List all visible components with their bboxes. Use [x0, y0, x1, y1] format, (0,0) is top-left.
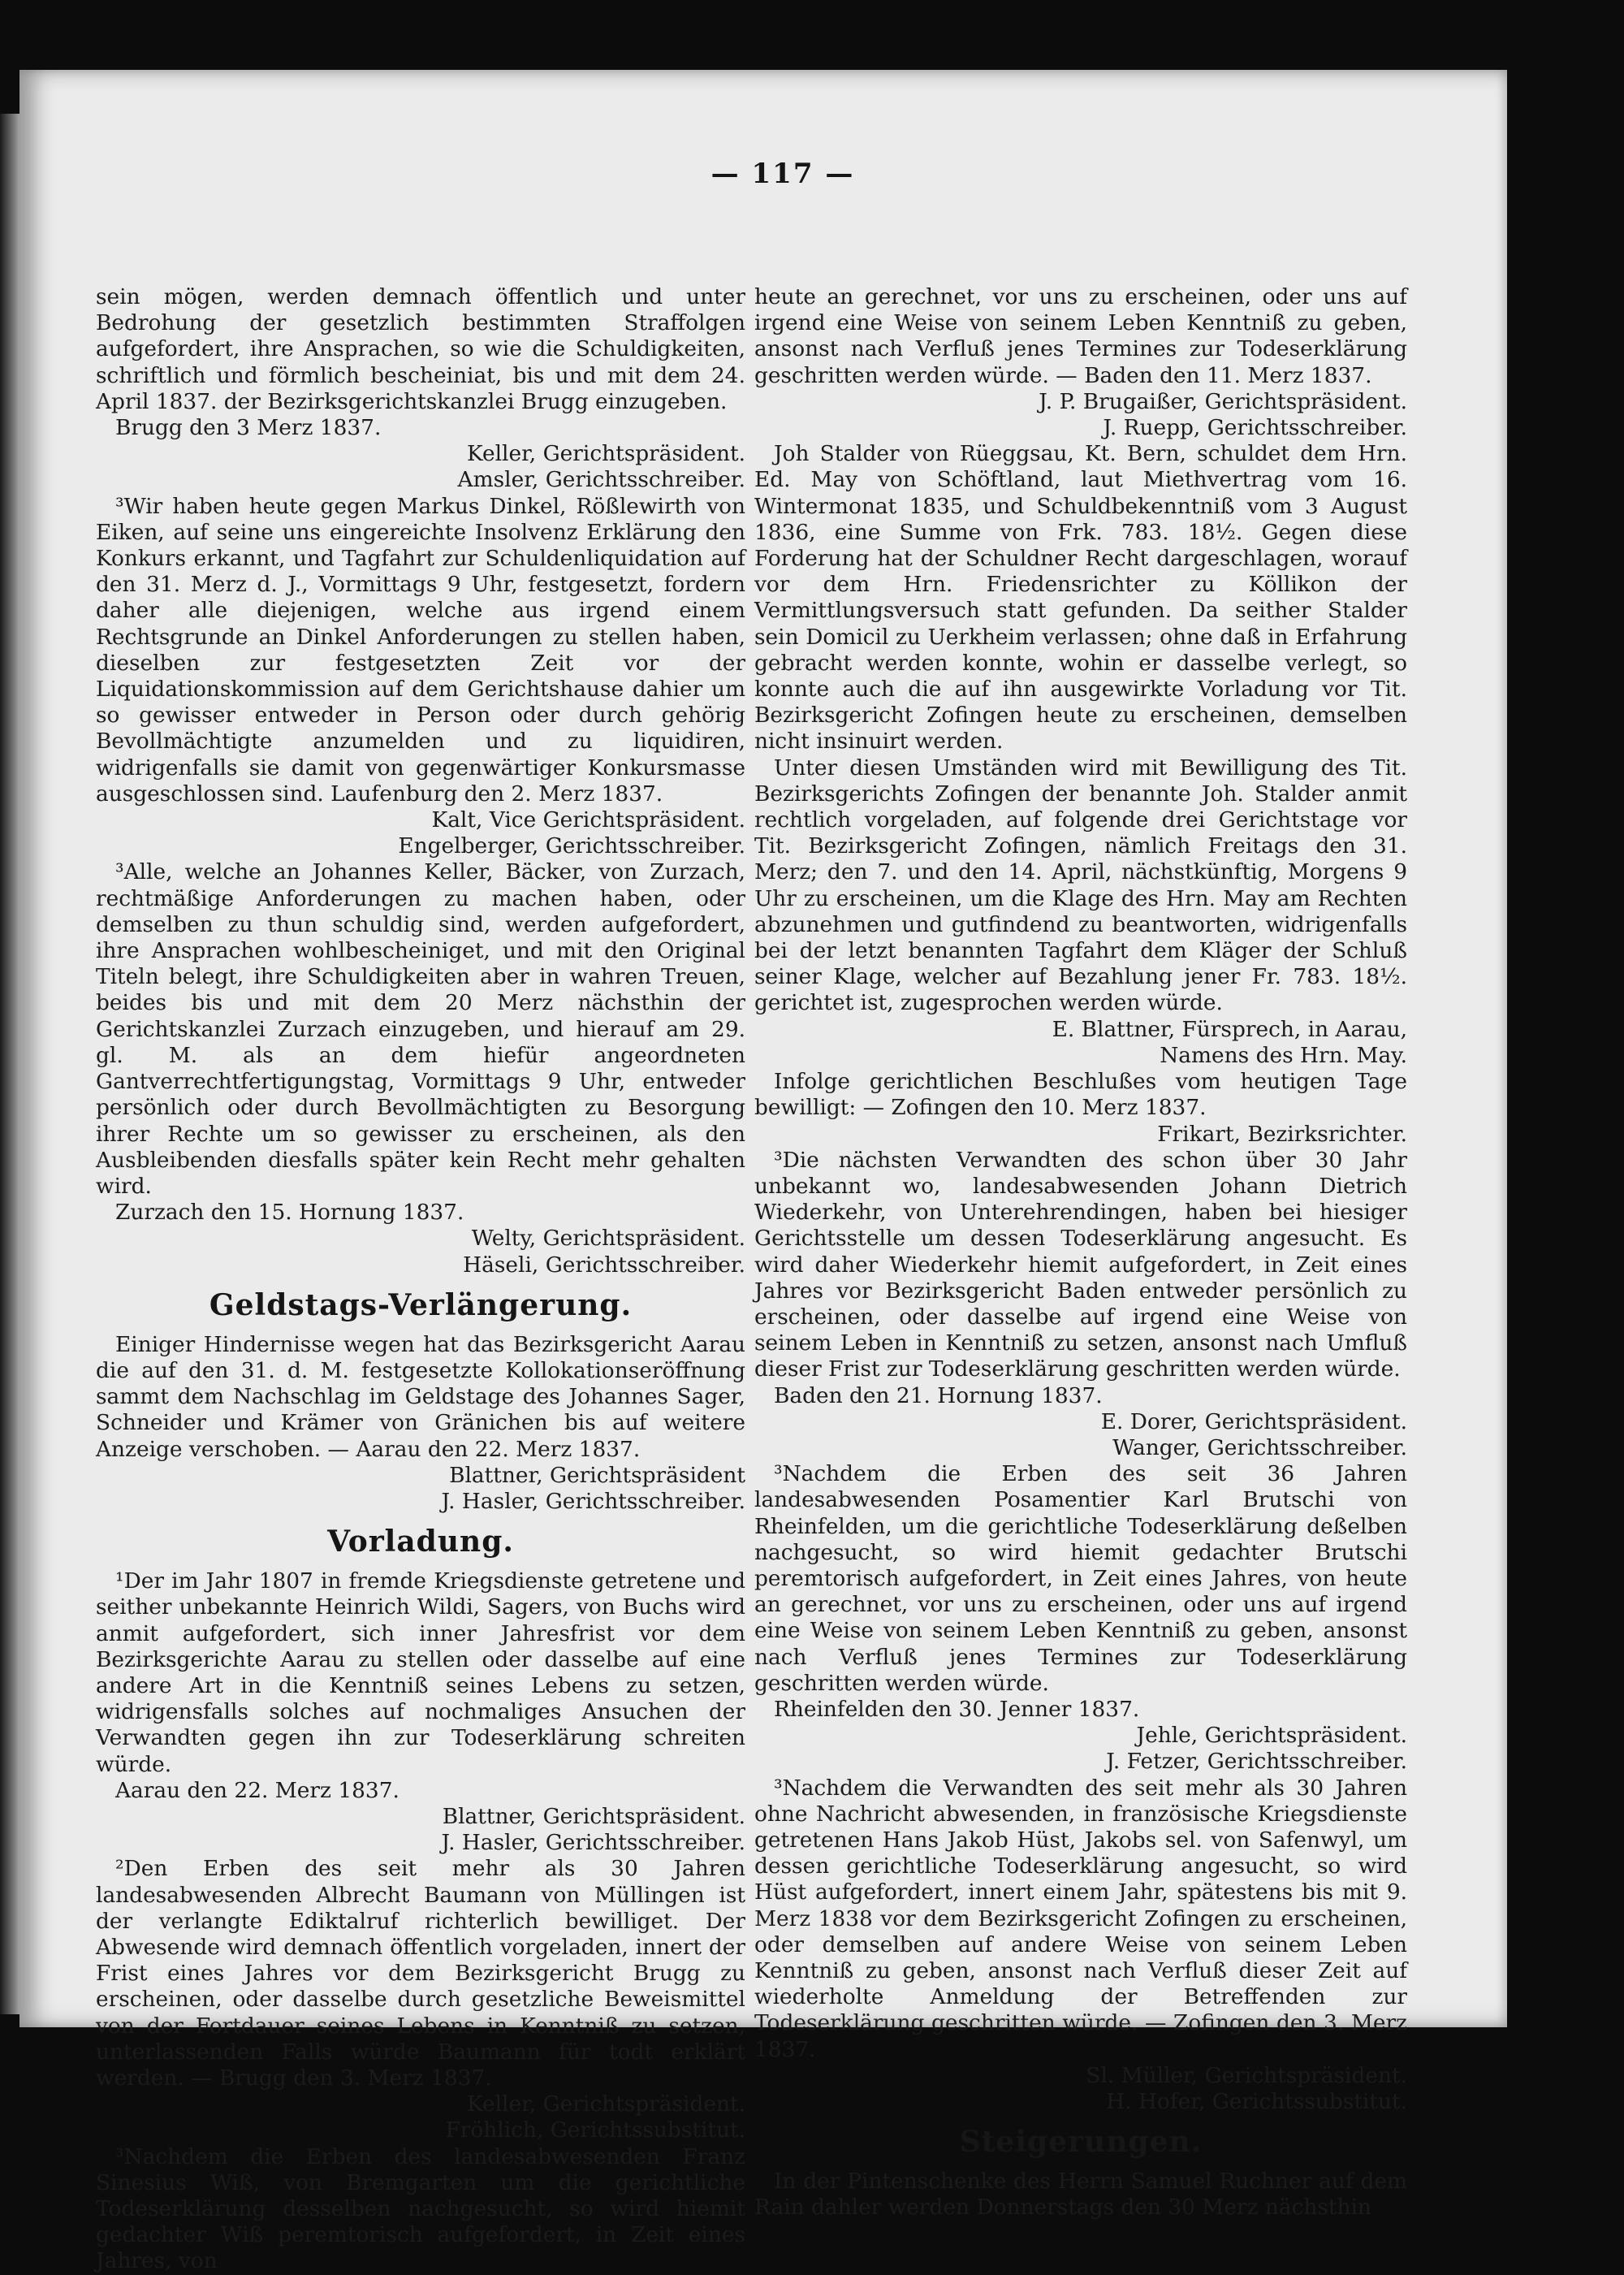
section-heading-vorladung: Vorladung. — [327, 1525, 514, 1559]
left-column — [96, 284, 745, 2275]
place-date-line: Baden den 21. Hornung 1837. — [774, 1382, 1103, 1408]
section-heading-steigerungen: Steigerungen. — [959, 2125, 1203, 2160]
right-column — [754, 284, 1407, 2221]
section-heading-geldstags-verlaengerung: Geldstags-Verlängerung. — [209, 1287, 633, 1322]
place-date-line: Rheinfelden den 30. Jenner 1837. — [774, 1696, 1140, 1722]
place-date-line: Aarau den 22. Merz 1837. — [115, 1777, 400, 1803]
notice-paragraph: In der Pintenschenke des Herrn Samuel Ruchner auf dem Rain dahler werden Donnerstags den 30 Merz nächsthin — [754, 2169, 1407, 2221]
notice-paragraph: ³Nachdem die Erben des seit 36 Jahren landesabwesenden Posamentier Karl Brutschi von Rheinfelden, um die gerichtliche Todeserklärung deßelben nachgesucht, so wird hiemit gedachter Brutschi peremtorisch aufgefordert, in Zeit eines Jahres, von heute an gerechnet, vor uns zu erscheinen, oder uns auf irgend eine Weise von seinem Leben Kenntniß zu geben, ansonst nach Verfluß jenes Termines zur Todeserklärung geschritten werden würde. — [754, 1461, 1407, 1696]
signature-line: J. Fetzer, Gerichtsschreiber. — [1106, 1749, 1407, 1775]
signature-line: Engelberger, Gerichtsschreiber. — [398, 833, 745, 859]
signature-line: Frikart, Bezirksrichter. — [1157, 1121, 1407, 1147]
notice-paragraph: Einiger Hindernisse wegen hat das Bezirksgericht Aarau die auf den 31. d. M. festgesetzte Kollokationseröffnung sammt dem Nachschlag im Geldstage des Johannes Sager, Schneider und Krämer von Gränichen bis auf weitere Anzeige verschoben. — Aarau den 22. Merz 1837. — [96, 1331, 745, 1462]
signature-line: E. Blattner, Fürsprech, in Aarau, — [1052, 1016, 1407, 1042]
notice-paragraph: Joh Stalder von Rüeggsau, Kt. Bern, schuldet dem Hrn. Ed. May von Schöftland, laut Miethvertrag vom 16. Wintermonat 1835, und Schuldbekenntniß vom 3 August 1836, eine Summe von Frk. 783. 18½. Gegen diese Forderung hat der Schuldner Recht dargeschlagen, worauf vor dem Hrn. Friedensrichter zu Köllikon der Vermittlungsversuch statt gefunden. Da seither Stalder sein Domicil zu Uerkheim verlassen; ohne daß in Erfahrung gebracht werden konnte, wohin er dasselbe verlegt, so konnte auch die auf ihn ausgewirkte Vorladung vor Tit. Bezirksgericht Zofingen heute zu erscheinen, demselben nicht insinuirt werden. — [754, 441, 1407, 755]
signature-line: Wanger, Gerichtsschreiber. — [1112, 1434, 1407, 1460]
signature-line: Amsler, Gerichtsschreiber. — [457, 467, 745, 493]
signature-line: J. P. Brugaißer, Gerichtspräsident. — [1039, 388, 1407, 414]
signature-line: Welty, Gerichtspräsident. — [471, 1226, 745, 1252]
signature-line: J. Hasler, Gerichtsschreiber. — [441, 1488, 745, 1514]
notice-paragraph: ³Nachdem die Erben des landesabwesenden Franz Sinesius Wiß, von Bremgarten um die gerichtliche Todeserklärung desselben nachgesucht, so wird hiemit gedachter Wiß peremtorisch aufgefordert, in Zeit eines Jahres, von — [96, 2143, 745, 2274]
signature-line: Keller, Gerichtspräsident. — [466, 441, 745, 467]
signature-line: Kalt, Vice Gerichtspräsident. — [431, 807, 745, 833]
place-date-line: Brugg den 3 Merz 1837. — [115, 415, 382, 441]
signature-line: Fröhlich, Gerichtssubstitut. — [445, 2117, 745, 2143]
newspaper-page — [19, 70, 1507, 2274]
signature-line: H. Hofer, Gerichtssubstitut. — [1106, 2089, 1407, 2115]
signature-line: Häseli, Gerichtsschreiber. — [463, 1252, 745, 1278]
page-number: — 117 — — [710, 158, 855, 190]
notice-paragraph: ¹Der im Jahr 1807 in fremde Kriegsdienste getretene und seither unbekannte Heinrich Wildi, Sagers, von Buchs wird anmit aufgefordert, sich inner Jahresfrist vor dem Bezirksgerichte Aarau zu stellen oder dasselbe auf eine andere Art in die Kenntniß seines Lebens zu setzen, widrigensfalls solches auf nochmaliges Ansuchen der Verwandten gegen ihn zur Todeserklärung schreiten würde. — [96, 1568, 745, 1777]
notice-paragraph: Unter diesen Umständen wird mit Bewilligung des Tit. Bezirksgerichts Zofingen der benannte Joh. Stalder anmit rechtlich vorgeladen, auf folgende drei Gerichtstage vor Tit. Bezirksgericht Zofingen, nämlich Freitags den 31. Merz; den 7. und den 14. April, nächstkünftig, Morgens 9 Uhr zu erscheinen, um die Klage des Hrn. May am Rechten abzunehmen und gutfindend zu beantworten, widrigenfalls bei der letzt benannten Tagfahrt dem Kläger der Schluß seiner Klage, welcher auf Bezahlung jener Fr. 783. 18½. gerichtet ist, zugesprochen werden würde. — [754, 755, 1407, 1016]
signature-line: Keller, Gerichtspräsident. — [466, 2091, 745, 2117]
notice-paragraph: ³Alle, welche an Johannes Keller, Bäcker, von Zurzach, rechtmäßige Anforderungen zu machen haben, oder demselben zu thun schuldig sind, werden aufgefordert, ihre Ansprachen wohlbescheiniget, und mit den Original Titeln belegt, ihre Schuldigkeiten aber in wahren Treuen, beides bis und mit dem 20 Merz nächsthin der Gerichtskanzlei Zurzach einzugeben, und hierauf am 29. gl. M. als an dem hiefür angeordneten Gantverrechtfertigungstag, Vormittags 9 Uhr, entweder persönlich oder durch Bevollmächtigten zu Besorgung ihrer Rechte um so gewisser zu erscheinen, als den Ausbleibenden diesfalls später kein Recht mehr gehalten wird. — [96, 859, 745, 1199]
signature-line: J. Hasler, Gerichtsschreiber. — [441, 1830, 745, 1856]
notice-paragraph: ³Die nächsten Verwandten des schon über 30 Jahr unbekannt wo, landesabwesenden Johann Dietrich Wiederkehr, von Unterehrendingen, haben bei hiesiger Gerichtsstelle um dessen Todeserklärung angesucht. Es wird daher Wiederkehr hiemit aufgefordert, in Zeit eines Jahres vor Bezirksgericht Baden entweder persönlich zu erscheinen, oder dasselbe auf irgend eine Weise von seinem Leben in Kenntniß zu setzen, ansonst nach Umfluß dieser Frist zur Todeserklärung geschritten werden würde. — [754, 1147, 1407, 1382]
signature-line: Sl. Müller, Gerichtspräsident. — [1086, 2062, 1407, 2088]
signature-line: Blattner, Gerichtspräsident. — [442, 1803, 745, 1829]
notice-paragraph: heute an gerechnet, vor uns zu erscheinen, oder uns auf irgend eine Weise von seinem Leben Kenntniß zu geben, ansonst nach Verfluß jenes Termines zur Todeserklärung geschritten werden würde. — Baden den 11. Merz 1837. — [754, 284, 1407, 388]
signature-line: Blattner, Gerichtspräsident — [449, 1462, 745, 1488]
notice-paragraph: ³Nachdem die Verwandten des seit mehr als 30 Jahren ohne Nachricht abwesenden, in französische Kriegsdienste getretenen Hans Jakob Hüst, Jakobs sel. von Safenwyl, um dessen gerichtliche Todeserklärung angesucht, so wird Hüst aufgefordert, innert einem Jahr, spätestens bis mit 9. Merz 1838 vor dem Bezirksgericht Zofingen zu erscheinen, oder demselben auf andere Weise von seinem Leben Kenntniß zu geben, ansonst nach Verfluß dieser Zeit auf wiederholte Anmeldung der Betreffenden zur Todeserklärung geschritten würde. — Zofingen den 3. Merz 1837. — [754, 1775, 1407, 2062]
signature-line: E. Dorer, Gerichtspräsident. — [1100, 1408, 1407, 1434]
notice-paragraph: ³Wir haben heute gegen Markus Dinkel, Rößlewirth von Eiken, auf seine uns eingereichte Insolvenz Erklärung den Konkurs erkannt, und Tagfahrt zur Schuldenliquidation auf den 31. Merz d. J., Vormittags 9 Uhr, festgesetzt, fordern daher alle diejenigen, welche aus irgend einem Rechtsgrunde an Dinkel Anforderungen zu stellen haben, dieselben zur festgesetzten Zeit vor der Liquidationskommission auf dem Gerichtshause dahier um so gewisser entweder in Person oder durch gehörig Bevollmächtigte anzumelden und zu liquidiren, widrigenfalls sie damit von gegenwärtiger Konkursmasse ausgeschlossen sind. Laufenburg den 2. Merz 1837. — [96, 493, 745, 807]
place-date-line: Zurzach den 15. Hornung 1837. — [115, 1200, 464, 1226]
notice-paragraph: Infolge gerichtlichen Beschlußes vom heutigen Tage bewilligt: — Zofingen den 10. Merz 1837. — [754, 1069, 1407, 1121]
signature-line: Namens des Hrn. May. — [1160, 1042, 1407, 1068]
signature-line: J. Ruepp, Gerichtsschreiber. — [1103, 415, 1407, 441]
signature-line: Jehle, Gerichtspräsident. — [1136, 1723, 1407, 1749]
notice-paragraph: sein mögen, werden demnach öffentlich und unter Bedrohung der gesetzlich bestimmten Straffolgen aufgefordert, ihre Ansprachen, so wie die Schuldigkeiten, schriftlich und förmlich bescheiniat, bis und mit dem 24. April 1837. der Bezirksgerichtskanzlei Brugg einzugeben. — [96, 284, 745, 414]
notice-paragraph: ²Den Erben des seit mehr als 30 Jahren landesabwesenden Albrecht Baumann von Müllingen ist der verlangte Ediktalruf richterlich bewilliget. Der Abwesende wird demnach öffentlich vorgeladen, innert der Frist eines Jahres vor dem Bezirksgericht Brugg zu erscheinen, oder dasselbe durch gesetzliche Beweismittel von der Fortdauer seines Lebens in Kenntniß zu setzen, unterlassenden Falls würde Baumann für todt erklärt werden. — Brugg den 3. Merz 1837. — [96, 1856, 745, 2091]
